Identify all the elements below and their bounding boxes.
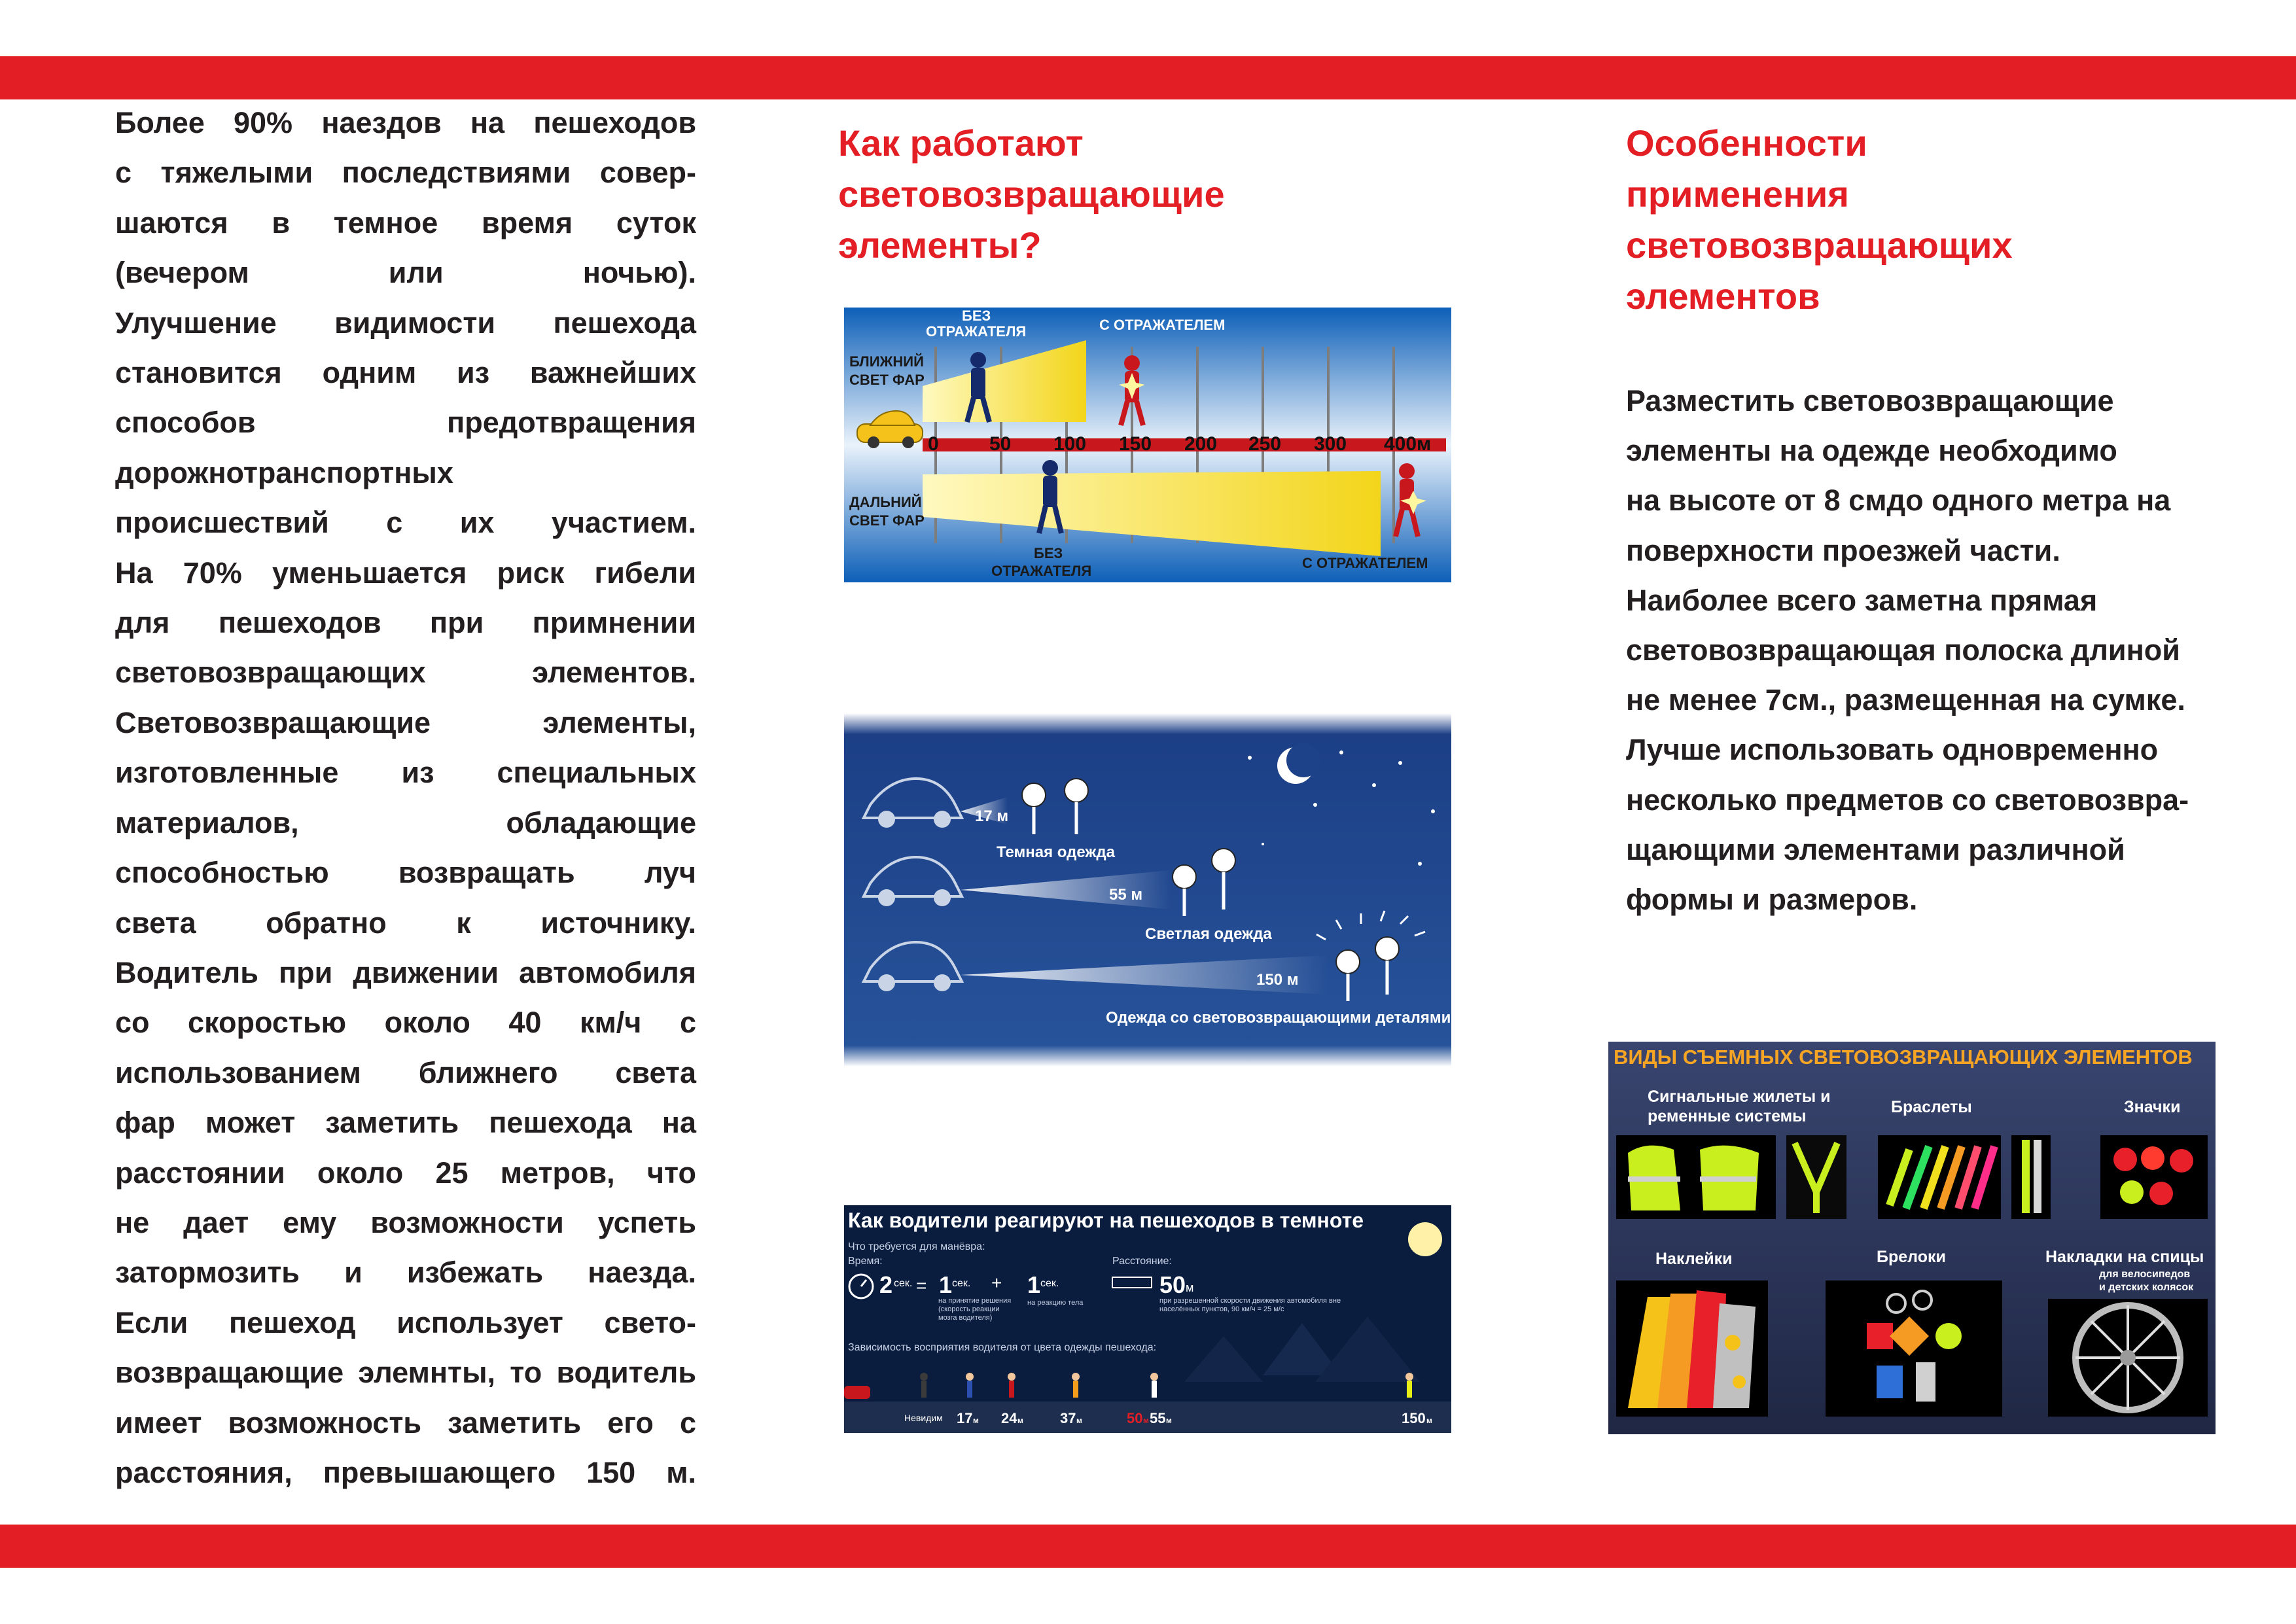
- reflective-elements-panel: [1608, 1042, 2216, 1434]
- distance-tick-unit: м: [1143, 1416, 1149, 1425]
- dark-clothing-distance: 17 м: [975, 807, 1009, 825]
- left-text-line: Более 90% наездов на пешеходов: [115, 106, 696, 139]
- left-text-line: фар может заметить пешехода на: [115, 1106, 696, 1140]
- stickers-label: Наклейки: [1655, 1250, 1733, 1268]
- left-text-line: расстоянии около 25 метров, что: [115, 1156, 696, 1190]
- reflective-elements-svg: [1608, 1042, 2216, 1434]
- distance-value: 50: [1159, 1271, 1186, 1298]
- distance-tick-unit: м: [1076, 1416, 1082, 1425]
- left-text-line: На 70% уменьшается риск гибели: [115, 556, 696, 590]
- left-text-line: с тяжелыми последствиями совер-: [115, 156, 696, 190]
- scale-tick-200: 200: [1184, 433, 1218, 455]
- badges-label: Значки: [2124, 1098, 2181, 1116]
- clothing-diagram-svg: [844, 713, 1451, 1067]
- left-text-line: способностью возвращать луч: [115, 856, 696, 890]
- left-text-line: для пешеходов при примнении: [115, 606, 696, 640]
- left-text-line: материалов, обладающие: [115, 805, 696, 839]
- bottom-red-band: [0, 1525, 2296, 1568]
- scale-tick-150: 150: [1119, 433, 1152, 455]
- stickers-image: [1616, 1280, 1768, 1417]
- distance-tick-unit: м: [973, 1416, 979, 1425]
- left-text-line: Водитель при движении автомобиля: [115, 955, 696, 989]
- left-text-line: имеет возможность заметить его с: [115, 1405, 696, 1439]
- spokes-sublabel: для велосипедов: [2099, 1269, 2191, 1280]
- dependency-label: Зависимость восприятия водителя от цвета одежды пешехода:: [848, 1342, 1157, 1353]
- child-icon: [1022, 783, 1046, 807]
- right-text-line: Разместить световозвращающие: [1626, 384, 2114, 417]
- vests-image: [1616, 1135, 1846, 1219]
- distance-tick: 55: [1150, 1410, 1166, 1426]
- left-text-line: возвращающие элемнты, то водитель: [115, 1356, 696, 1390]
- vests-label: Сигнальные жилеты и: [1648, 1087, 1831, 1106]
- driver-reaction-svg: [844, 1205, 1451, 1433]
- invisible-label: Невидим: [904, 1413, 943, 1423]
- time-total-unit: сек.: [894, 1278, 913, 1289]
- distance-note: при разрешенной скорости движения автомобиля вне населённых пунктов, 90 км/ч = 25 м/с: [1159, 1297, 1341, 1313]
- left-text-line: становится одним из важнейших: [115, 356, 696, 390]
- reaction-subtitle: Что требуется для манёвра:: [848, 1241, 985, 1252]
- moon-icon: [1408, 1222, 1442, 1256]
- distance-tick: 37: [1060, 1410, 1076, 1426]
- distance-tick: 17: [957, 1410, 973, 1426]
- right-heading-line: элементов: [1626, 275, 1820, 317]
- low-beam-label: СВЕТ ФАР: [849, 372, 925, 388]
- distance-label: Расстояние:: [1112, 1256, 1172, 1267]
- with-reflector-top-label: С ОТРАЖАТЕЛЕМ: [1099, 317, 1226, 333]
- left-text-line: световозвращающих элементов.: [115, 656, 696, 690]
- right-text-line: не менее 7см., размещенная на сумке.: [1626, 683, 2185, 717]
- distance-tick-highlight: 50: [1127, 1410, 1143, 1426]
- without-reflector-bottom-label: БЕЗ: [1034, 545, 1063, 561]
- scale-tick-100: 100: [1053, 433, 1087, 455]
- badges-image: [2100, 1135, 2208, 1219]
- right-heading-line: Особенности: [1626, 122, 1867, 164]
- left-text-line: использованием ближнего света: [115, 1055, 696, 1089]
- dark-clothing-label: Темная одежда: [997, 843, 1115, 861]
- distance-tick-unit: м: [1166, 1416, 1172, 1425]
- scale-tick-250: 250: [1248, 433, 1282, 455]
- right-text-line: световозвращающая полоска длиной: [1626, 633, 2180, 667]
- headlight-visibility-diagram: [844, 308, 1451, 582]
- bracelets-image: [1878, 1135, 2051, 1219]
- child-icon: [1336, 950, 1360, 974]
- right-text-line: поверхности проезжей части.: [1626, 533, 2060, 567]
- time-reaction-unit: сек.: [1040, 1278, 1059, 1289]
- scale-tick-300: 300: [1314, 433, 1347, 455]
- high-beam-label: СВЕТ ФАР: [849, 512, 925, 529]
- right-text-line: формы и размеров.: [1626, 883, 1918, 917]
- time-reaction-value: 1: [1027, 1271, 1041, 1298]
- spoke-reflectors-image: [2048, 1299, 2208, 1417]
- driver-reaction-diagram: [844, 1205, 1451, 1433]
- left-text-line: способов предотвращения: [115, 406, 696, 440]
- left-text-line: Световозвращающие элементы,: [115, 705, 696, 739]
- without-reflector-top-label: ОТРАЖАТЕЛЯ: [926, 323, 1027, 340]
- high-beam-label: ДАЛЬНИЙ: [849, 494, 922, 510]
- child-icon: [1065, 779, 1088, 802]
- left-text-line: света обратно к источнику.: [115, 906, 696, 940]
- left-text-line: со скоростью около 40 км/ч с: [115, 1006, 696, 1040]
- top-red-band: [0, 56, 2296, 99]
- spokes-sublabel: и детских колясок: [2099, 1282, 2194, 1293]
- left-text-line: происшествий с их участием.: [115, 506, 696, 540]
- right-heading: [1626, 118, 2013, 322]
- child-icon: [1375, 937, 1399, 961]
- distance-tick: 150: [1402, 1410, 1426, 1426]
- left-text-line: изготовленные из специальных: [115, 756, 696, 790]
- left-text-line: шаются в темное время суток: [115, 205, 696, 239]
- distance-tick-unit: м: [1426, 1416, 1432, 1425]
- reflective-clothing-label: Одежда со световозвращающими деталями: [1106, 1009, 1451, 1027]
- left-text-line: не дает ему возможности успеть: [115, 1205, 696, 1239]
- spokes-label: Накладки на спицы: [2045, 1248, 2204, 1266]
- right-body-text: [1626, 376, 2189, 925]
- light-clothing-label: Светлая одежда: [1145, 925, 1272, 943]
- left-text-line: дорожнотранспортных: [115, 455, 453, 489]
- time-total-value: 2: [879, 1271, 893, 1298]
- middle-heading: [838, 118, 1225, 271]
- middle-heading-line: элементы?: [838, 224, 1042, 266]
- left-text-line: расстояния, превышающего 150 м.: [115, 1455, 696, 1489]
- without-reflector-top-label: БЕЗ: [962, 308, 991, 324]
- keychains-image: [1826, 1280, 2002, 1417]
- reaction-note: на реакцию тела: [1027, 1299, 1084, 1307]
- panel-title: ВИДЫ СЪЕМНЫХ СВЕТОВОЗВРАЩАЮЩИХ ЭЛЕМЕНТОВ: [1614, 1046, 2193, 1068]
- plus-sign: +: [991, 1273, 1002, 1293]
- decision-note: на принятие решения (скорость реакции мозга водителя): [938, 1297, 1012, 1322]
- headlight-diagram-svg: [844, 308, 1451, 582]
- middle-heading-line: Как работают: [838, 122, 1084, 164]
- scale-tick-50: 50: [989, 433, 1012, 455]
- scale-tick-0: 0: [928, 433, 939, 455]
- left-text-line: затормозить и избежать наезда.: [115, 1256, 696, 1290]
- right-text-line: щающими элементами различной: [1626, 832, 2125, 866]
- equals-sign: =: [916, 1275, 927, 1296]
- vests-label: ременные системы: [1648, 1107, 1807, 1125]
- left-text-line: Улучшение видимости пешехода: [115, 306, 696, 340]
- car-icon: [844, 1386, 870, 1399]
- time-decision-unit: сек.: [952, 1278, 971, 1289]
- right-text-line: на высоте от 8 смдо одного метра на: [1626, 484, 2171, 518]
- without-reflector-bottom-label: ОТРАЖАТЕЛЯ: [991, 563, 1092, 579]
- left-text-line: (вечером или ночью).: [115, 256, 696, 290]
- right-text-line: Наиболее всего заметна прямая: [1626, 583, 2098, 617]
- reflective-clothing-distance: 150 м: [1256, 971, 1299, 989]
- right-text-line: элементы на одежде необходимо: [1626, 434, 2117, 468]
- keychains-label: Брелоки: [1877, 1248, 1946, 1266]
- right-text-line: Лучше использовать одновременно: [1626, 733, 2159, 767]
- scale-tick-400: 400м: [1384, 433, 1432, 455]
- distance-unit: м: [1186, 1281, 1194, 1294]
- with-reflector-bottom-label: С ОТРАЖАТЕЛЕМ: [1302, 555, 1428, 571]
- child-icon: [1173, 865, 1196, 889]
- left-column-text: [115, 98, 696, 1498]
- right-heading-line: световозвращающих: [1626, 224, 2013, 266]
- distance-tick-unit: м: [1017, 1416, 1023, 1425]
- right-text-line: несколько предметов со световозвра-: [1626, 783, 2189, 817]
- light-clothing-distance: 55 м: [1109, 886, 1143, 904]
- middle-heading-line: световозвращающие: [838, 173, 1225, 215]
- time-label: Время:: [848, 1256, 883, 1267]
- clothing-visibility-diagram: [844, 713, 1451, 1067]
- time-decision-value: 1: [939, 1271, 953, 1298]
- right-heading-line: применения: [1626, 173, 1849, 215]
- distance-tick: 24: [1001, 1410, 1017, 1426]
- low-beam-label: БЛИЖНИЙ: [849, 353, 924, 370]
- left-text-line: Если пешеход использует свето-: [115, 1305, 696, 1339]
- reaction-title: Как водители реагируют на пешеходов в темноте: [848, 1209, 1364, 1232]
- bracelets-label: Браслеты: [1891, 1098, 1972, 1116]
- child-icon: [1212, 849, 1235, 872]
